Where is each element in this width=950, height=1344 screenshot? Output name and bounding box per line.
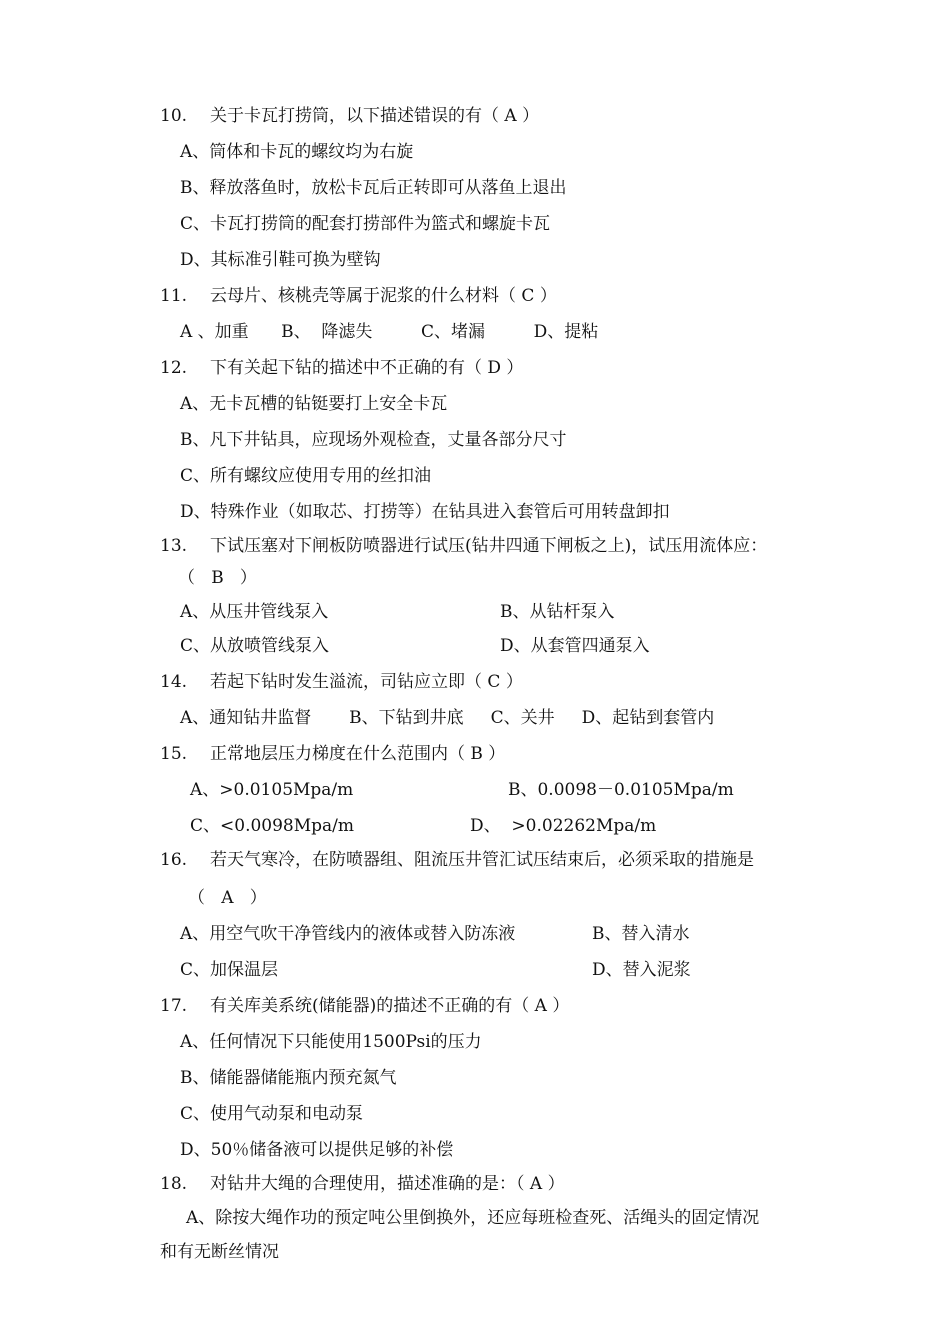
question-text: 关于卡瓦打捞筒，以下描述错误的有（ A ） [210, 106, 540, 126]
question-10 [160, 104, 539, 128]
question-14 [160, 670, 523, 694]
answer-continuation: （ B ） [178, 568, 257, 588]
question-text: 有关库美系统(储能器)的描述不正确的有（ A ） [210, 996, 570, 1016]
question-13 [160, 534, 767, 558]
question-text: 若起下钻时发生溢流，司钻应立即（ C ） [210, 672, 523, 692]
option: A、除按大绳作功的预定吨公里倒换外，还应每班检查死、活绳头的固定情况 [186, 1208, 760, 1228]
question-number: 11. [160, 286, 188, 306]
option: C、<0.0098Mpa/m [190, 816, 355, 836]
option: B、替入清水 [592, 924, 690, 944]
question-number: 14. [160, 672, 188, 692]
question-number: 17. [160, 996, 188, 1016]
option: A、无卡瓦槽的钻铤要打上安全卡瓦 [180, 394, 448, 414]
question-text: 下试压塞对下闸板防喷器进行试压(钻井四通下闸板之上)，试压用流体应： [210, 536, 768, 556]
option: C、加保温层 [180, 960, 279, 980]
answer-continuation: （ A ） [188, 888, 267, 908]
question-number: 13. [160, 536, 188, 556]
option: A、从压井管线泵入 [180, 602, 329, 622]
option: A、任何情况下只能使用1500Psi的压力 [180, 1032, 482, 1052]
question-number: 12. [160, 358, 188, 378]
question-16 [160, 848, 754, 872]
option: B、释放落鱼时，放松卡瓦后正转即可从落鱼上退出 [180, 178, 567, 198]
question-text: 下有关起下钻的描述中不正确的有（ D ） [210, 358, 524, 378]
option: A、筒体和卡瓦的螺纹均为右旋 [180, 142, 414, 162]
option-continuation: 和有无断丝情况 [160, 1242, 279, 1262]
question-number: 10. [160, 106, 188, 126]
option-row: A、通知钻井监督 B、下钻到井底 C、关井 D、起钻到套管内 [180, 708, 715, 728]
option: A、>0.0105Mpa/m [190, 780, 354, 800]
option: B、凡下井钻具，应现场外观检查，丈量各部分尺寸 [180, 430, 567, 450]
option: B、从钻杆泵入 [500, 602, 615, 622]
option: C、卡瓦打捞筒的配套打捞部件为篮式和螺旋卡瓦 [180, 214, 551, 234]
option: A、用空气吹干净管线内的液体或替入防冻液 [180, 924, 516, 944]
option-row: A 、加重 B、 降滤失 C、堵漏 D、提粘 [180, 322, 599, 342]
question-text: 正常地层压力梯度在什么范围内（ B ） [210, 744, 506, 764]
question-number: 15. [160, 744, 188, 764]
question-17 [160, 994, 569, 1018]
question-11 [160, 284, 557, 308]
option: B、0.0098－0.0105Mpa/m [508, 780, 734, 800]
option: D、从套管四通泵入 [500, 636, 650, 656]
option: D、其标准引鞋可换为壁钩 [180, 250, 381, 270]
question-number: 16. [160, 850, 188, 870]
question-18 [160, 1172, 565, 1196]
option: B、储能器储能瓶内预充氮气 [180, 1068, 397, 1088]
question-number: 18. [160, 1174, 188, 1194]
option: D、替入泥浆 [592, 960, 691, 980]
question-text: 若天气寒冷，在防喷器组、阻流压井管汇试压结束后，必须采取的措施是 [210, 850, 754, 870]
option: C、从放喷管线泵入 [180, 636, 330, 656]
question-12 [160, 356, 523, 380]
question-15 [160, 742, 505, 766]
option: C、使用气动泵和电动泵 [180, 1104, 364, 1124]
option: D、 >0.02262Mpa/m [470, 816, 657, 836]
question-text: 云母片、核桃壳等属于泥浆的什么材料（ C ） [210, 286, 557, 306]
option: C、所有螺纹应使用专用的丝扣油 [180, 466, 432, 486]
question-text: 对钻井大绳的合理使用，描述准确的是：（ A ） [210, 1174, 565, 1194]
option: D、特殊作业（如取芯、打捞等）在钻具进入套管后可用转盘卸扣 [180, 502, 670, 522]
option: D、50％储备液可以提供足够的补偿 [180, 1140, 454, 1160]
